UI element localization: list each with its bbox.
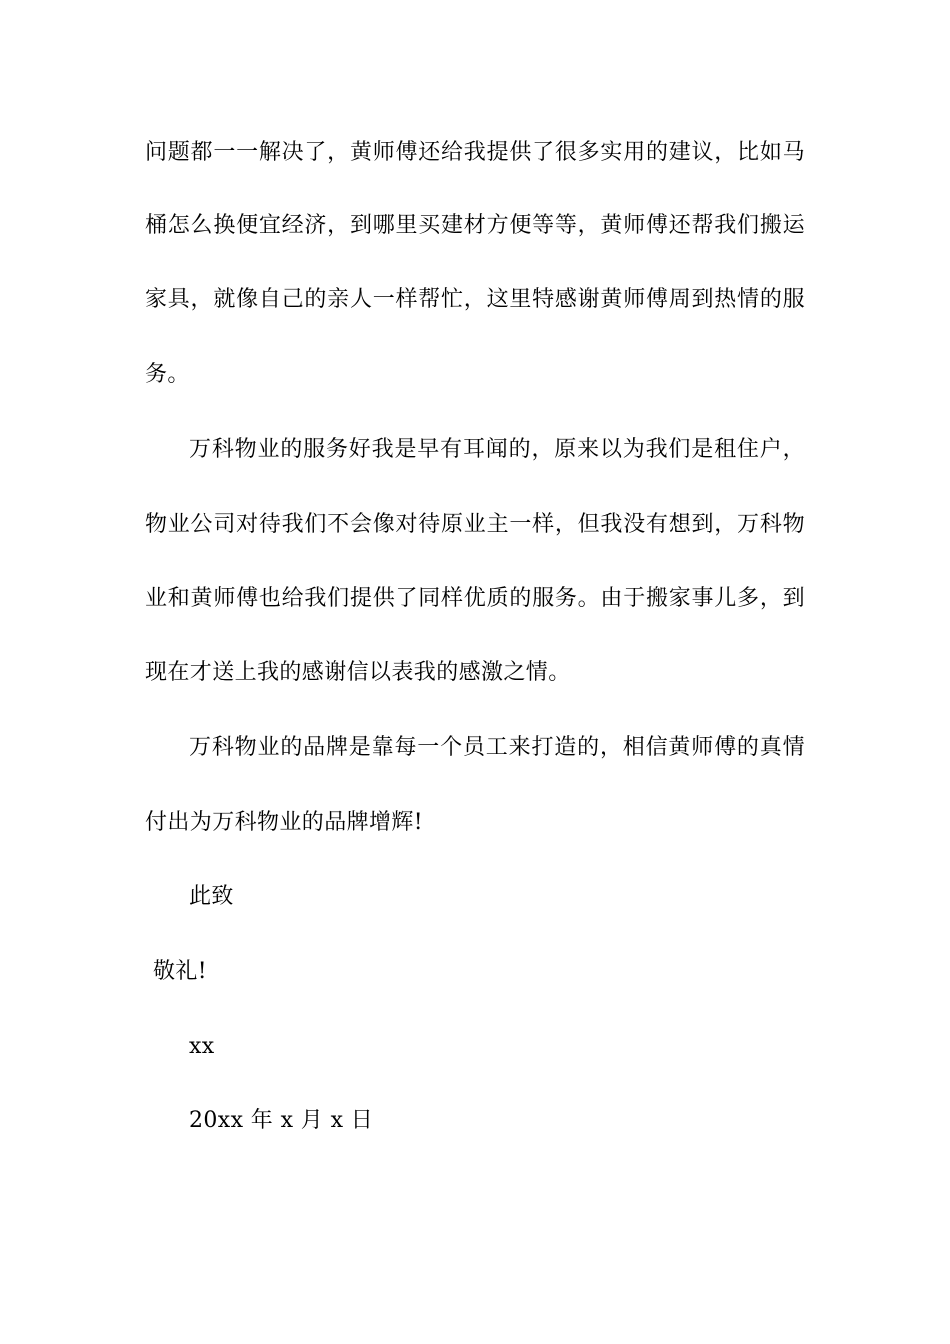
paragraph-1-line-4: 务。: [145, 362, 190, 387]
paragraph-2-line-2: 物业公司对待我们不会像对待原业主一样，但我没有想到，万科物: [145, 512, 805, 537]
paragraph-3-line-2: 付出为万科物业的品牌增辉!: [145, 810, 424, 835]
date: 20xx 年 x 月 x 日: [189, 1108, 374, 1133]
paragraph-1-line-2: 桶怎么换便宜经济，到哪里买建材方便等等，黄师傅还帮我们搬运: [145, 213, 805, 238]
paragraph-2-line-3: 业和黄师傅也给我们提供了同样优质的服务。由于搬家事儿多，到: [145, 586, 805, 611]
paragraph-2-line-1: 万科物业的服务好我是早有耳闻的，原来以为我们是租住户，: [189, 437, 805, 462]
paragraph-1-line-1: 问题都一一解决了，黄师傅还给我提供了很多实用的建议，比如马: [145, 140, 805, 165]
paragraph-3-line-1: 万科物业的品牌是靠每一个员工来打造的，相信黄师傅的真情: [189, 735, 805, 760]
paragraph-2-line-4: 现在才送上我的感谢信以表我的感激之情。: [145, 660, 571, 685]
paragraph-1-line-3: 家具，就像自己的亲人一样帮忙，这里特感谢黄师傅周到热情的服: [145, 287, 805, 312]
signature: xx: [189, 1034, 215, 1059]
salutation: 此致: [189, 884, 234, 909]
regards: 敬礼!: [153, 959, 208, 984]
